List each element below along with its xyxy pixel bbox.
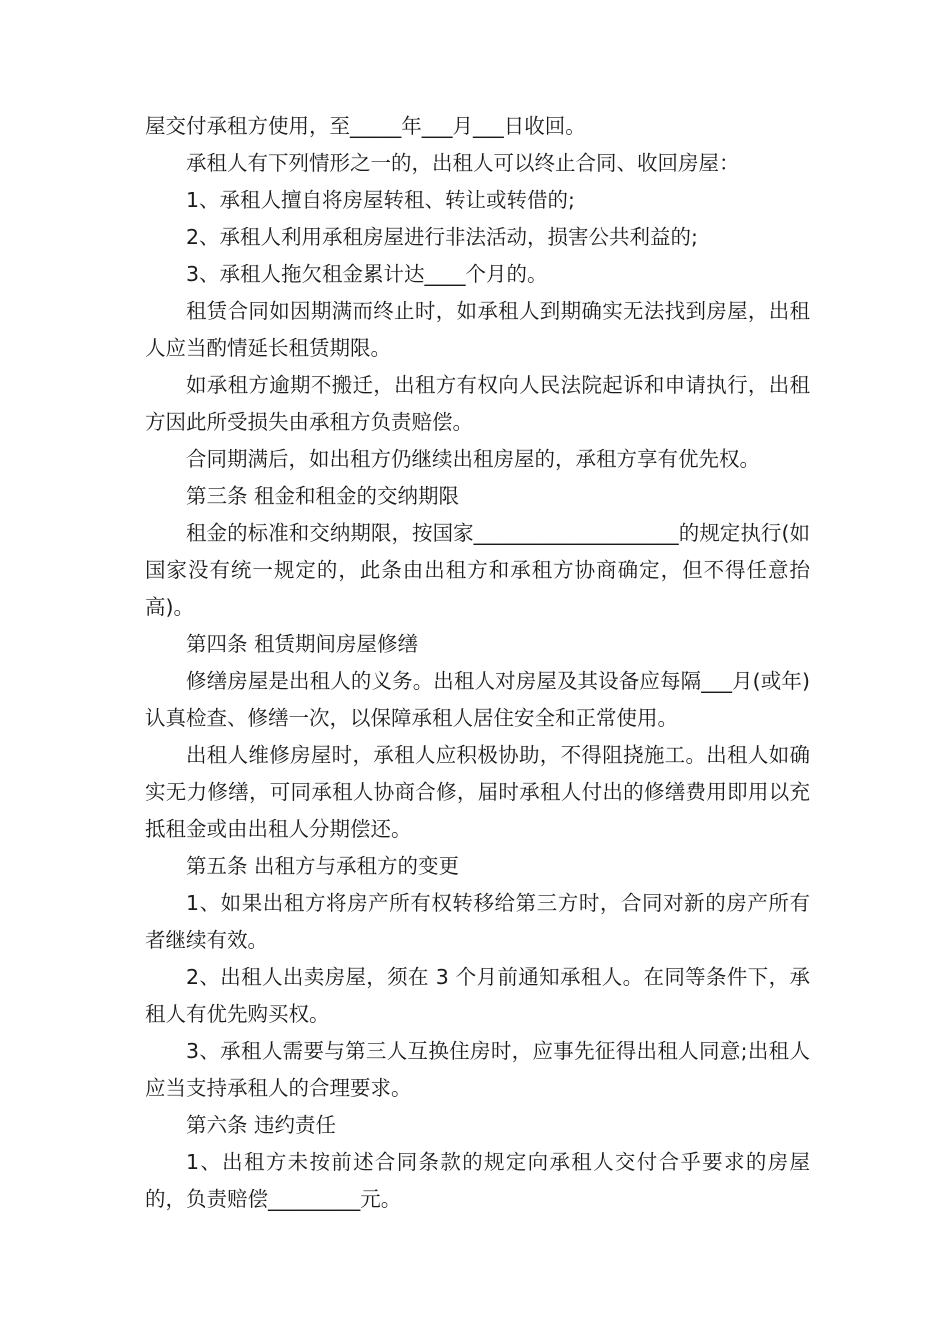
list-item: 3、承租人拖欠租金累计达____个月的。 [186,262,548,286]
paragraph: 租赁合同如因期满而终止时，如承租人到期确实无法找到房屋，出租人应当酌情延长租赁期限。 [145,299,810,360]
section-heading: 第六条 违约责任 [186,1113,337,1137]
section-heading: 第三条 租金和租金的交纳期限 [186,484,460,508]
list-item: 2、出租人出卖房屋，须在 3 个月前通知承租人。在同等条件下，承租人有优先购买权。 [145,965,810,1026]
document-body [145,108,810,1218]
list-item: 2、承租人利用承租房屋进行非法活动，损害公共利益的; [186,225,698,249]
paragraph: 如承租方逾期不搬迁，出租方有权向人民法院起诉和申请执行，出租方因此所受损失由承租方负责赔偿。 [145,373,810,434]
paragraph: 租金的标准和交纳期限，按国家____________________的规定执行(如国家没有统一规定的，此条由出租方和承租方协商确定，但不得任意抬高)。 [145,521,810,619]
section-heading: 第四条 租赁期间房屋修缮 [186,632,419,656]
paragraph-termination-intro: 承租人有下列情形之一的，出租人可以终止合同、收回房屋： [186,151,740,175]
list-item: 1、承租人擅自将房屋转租、转让或转借的; [186,188,575,212]
paragraph: 合同期满后，如出租方仍继续出租房屋的，承租方享有优先权。 [186,447,760,471]
section-heading: 第五条 出租方与承租方的变更 [186,854,460,878]
list-item: 1、如果出租方将房产所有权转移给第三方时，合同对新的房产所有者继续有效。 [145,891,810,952]
paragraph: 修缮房屋是出租人的义务。出租人对房屋及其设备应每隔___月(或年)认真检查、修缮一次，以保障承租人居住安全和正常使用。 [145,669,810,730]
list-item: 1、出租方未按前述合同条款的规定向承租人交付合乎要求的房屋的，负责赔偿_________元。 [145,1150,810,1211]
paragraph-continuation: 屋交付承租方使用，至_____年___月___日收回。 [145,114,586,138]
paragraph: 出租人维修房屋时，承租人应积极协助，不得阻挠施工。出租人如确实无力修缮，可同承租人协商合修，届时承租人付出的修缮费用即用以充抵租金或由出租人分期偿还。 [145,743,810,841]
list-item: 3、承租人需要与第三人互换住房时，应事先征得出租人同意;出租人应当支持承租人的合理要求。 [145,1039,810,1100]
